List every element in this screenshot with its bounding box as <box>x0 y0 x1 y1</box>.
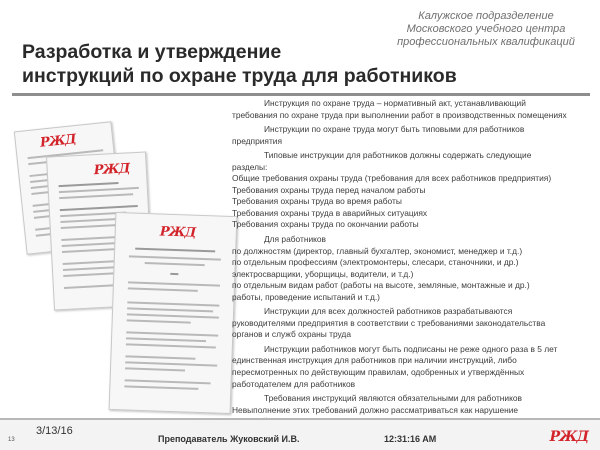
slide-number: 13 <box>8 437 15 443</box>
text-line: разделы: <box>232 161 268 172</box>
slide-title-line-2: инструкций по охране труда для работников <box>22 65 457 87</box>
slide-title <box>22 40 492 88</box>
text-line: Типовые инструкции для работников должны содержать следующие <box>264 150 532 161</box>
slide-title-line-1: Разработка и утверждение <box>22 41 282 63</box>
instruction-text <box>232 98 588 428</box>
text-line: Инструкции для всех должностей работников разрабатываются <box>264 306 513 317</box>
text-line: Инструкции по охране труда могут быть типовыми для работников <box>264 124 525 135</box>
text-line: предприятия <box>232 135 283 146</box>
text-line: Общие требования охраны труда (требования для всех работников предприятия) <box>232 173 552 184</box>
text-line: Инструкции работников могут быть подписаны не реже одного раза в 5 лет <box>264 343 558 354</box>
rzd-footer-logo-icon: РЖД <box>549 429 588 445</box>
text-line: Невыполнение этих требований должно рассматриваться как нарушение <box>232 404 519 415</box>
rzd-logo-icon: РЖД <box>159 224 196 241</box>
text-line: работодателем для работников <box>232 378 356 389</box>
text-line: по отдельным профессиям (электромонтеры, слесари, станочники, и др.) <box>232 257 519 268</box>
slide-date: 3/13/16 <box>36 425 73 437</box>
slide-time: 12:31:16 AM <box>384 434 437 444</box>
footer-bar <box>0 420 600 450</box>
organization-line: профессиональных квалификаций <box>397 36 575 48</box>
organization-line: Московского учебного центра <box>406 23 566 35</box>
rzd-logo-icon: РЖД <box>93 161 130 179</box>
text-line: по должностям (директор, главный бухгалтер, экономист, менеджер и т.д.) <box>232 245 523 256</box>
text-line: органов и служб охраны труда <box>232 329 351 340</box>
text-line: Требования охраны труда во время работы <box>232 196 402 207</box>
text-line: единственная инструкция для работников при наличии инструкций, либо <box>232 355 517 366</box>
text-line: по отдельным видам работ (работы на высоте, земляные, монтажные и др.) <box>232 280 530 291</box>
organization-line: Калужское подразделение <box>418 10 554 22</box>
text-line: электросварщики, уборщицы, водители, и т.д.) <box>232 268 414 279</box>
text-line: Требования инструкций являются обязательными для работников <box>264 393 522 404</box>
teacher-name: Преподаватель Жуковский И.В. <box>158 434 300 444</box>
rzd-logo-icon: РЖД <box>39 132 77 151</box>
text-line: Требования охраны труда перед началом работы <box>232 184 426 195</box>
text-line: Для работников <box>264 234 327 245</box>
text-line: работы, проведение испытаний и т.д.) <box>232 291 380 302</box>
text-line: требования по охране труда при выполнении работ в производственных помещениях <box>232 109 567 120</box>
text-line: Требования охраны труда в аварийных ситуациях <box>232 207 428 218</box>
text-line: руководителями предприятия в соответствии с требованиями законодательства <box>232 317 546 328</box>
document-image-front <box>109 212 238 414</box>
text-line: пересмотренных по действующим правилам, одобренных и утверждённых <box>232 367 525 378</box>
text-line: Требования охраны труда по окончании работы <box>232 219 419 230</box>
text-line: Инструкция по охране труда – нормативный акт, устанавливающий <box>264 98 526 108</box>
